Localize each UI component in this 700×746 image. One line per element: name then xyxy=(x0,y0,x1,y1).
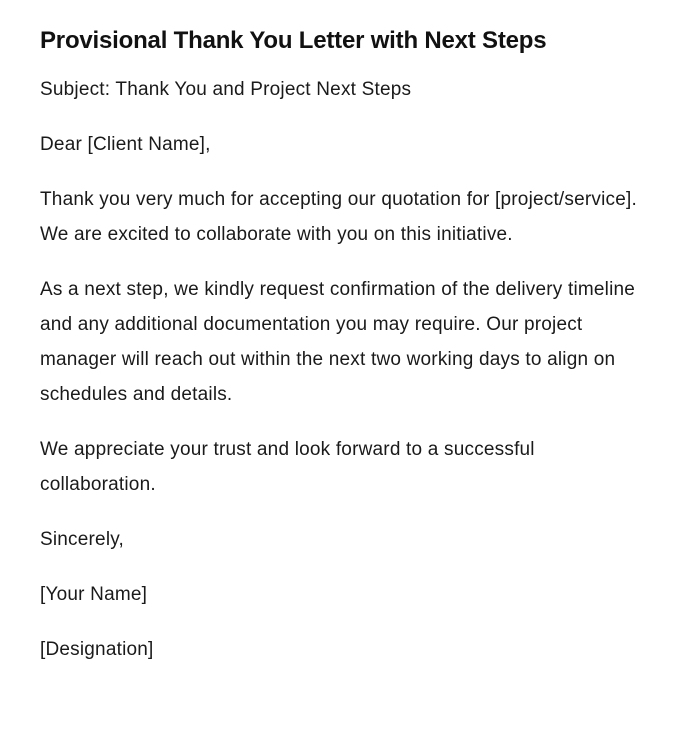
letter-title: Provisional Thank You Letter with Next Steps xyxy=(40,27,547,54)
letter-paragraph-appreciation: We appreciate your trust and look forward to a successful collaboration. xyxy=(40,439,535,495)
letter-signer-name: [Your Name] xyxy=(40,584,148,605)
letter-paragraph-next-steps: As a next step, we kindly request confirmation of the delivery timeline and any additional documentation you may require. Our project manager will reach out within the next two working days to align on schedules and details. xyxy=(40,279,636,405)
letter-signer-designation: [Designation] xyxy=(40,639,154,660)
letter-salutation: Dear [Client Name], xyxy=(40,134,211,155)
letter-closing: Sincerely, xyxy=(40,529,125,550)
letter-subject: Subject: Thank You and Project Next Steps xyxy=(40,79,412,100)
letter-paragraph-thanks: Thank you very much for accepting our quotation for [project/service]. We are excited to collaborate with you on this initiative. xyxy=(40,189,637,245)
letter-document xyxy=(40,24,650,687)
